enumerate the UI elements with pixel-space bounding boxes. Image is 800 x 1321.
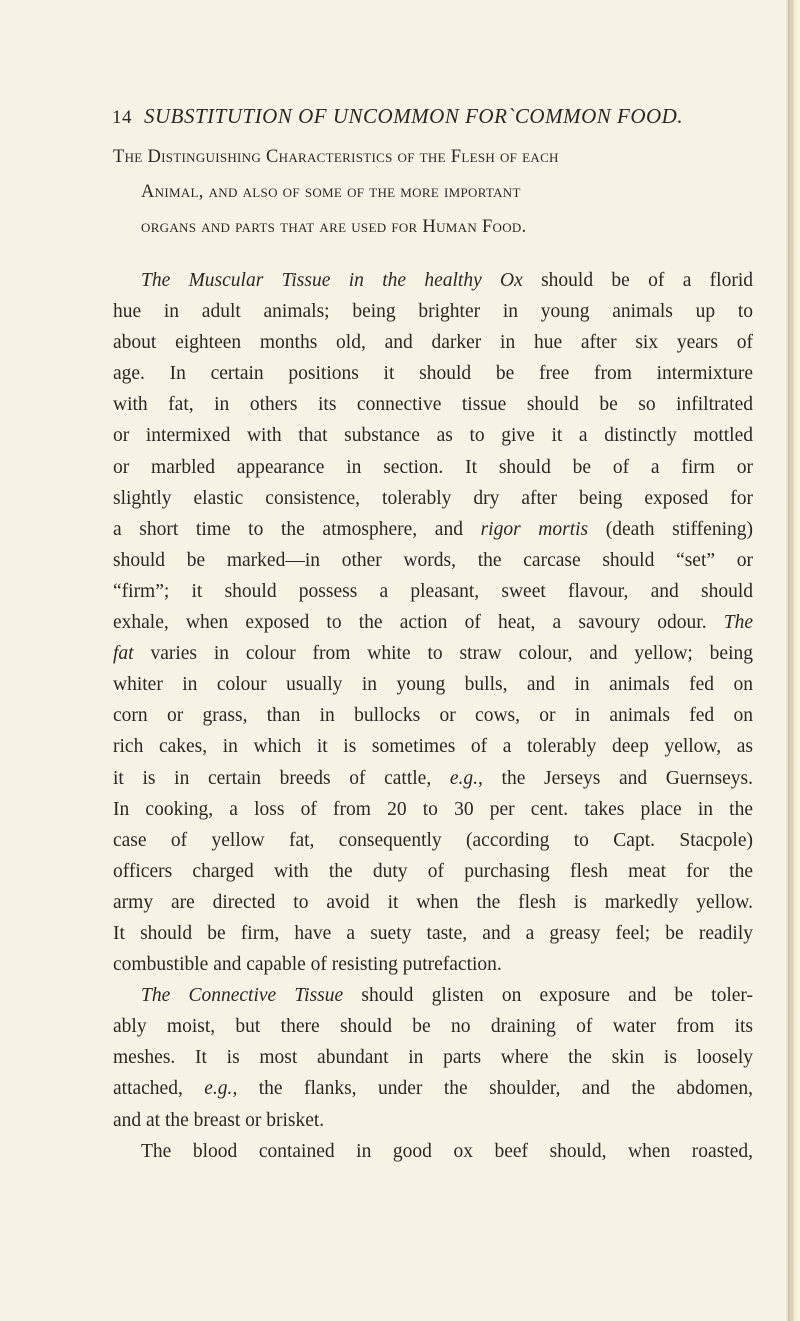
- p1-line: or intermixed with that substance as to give it a distinctly mottled: [113, 425, 753, 447]
- p1-text: varies in colour from white to straw colour, and yellow; being: [133, 643, 753, 665]
- p1-line: [113, 763, 753, 794]
- heading-line-3: organs and parts that are used for Human Food.: [141, 217, 527, 237]
- section-heading: [113, 140, 753, 245]
- p1-line: about eighteen months old, and darker in hue after six years of: [113, 332, 753, 354]
- heading-line-1: The Distinguishing Characteristics of the Flesh of each: [113, 147, 559, 167]
- p1-line: slightly elastic consistence, tolerably dry after being exposed for: [113, 487, 753, 509]
- body-text: [113, 265, 753, 1167]
- p2-line: [113, 1073, 753, 1104]
- page-number: 14: [112, 107, 132, 128]
- p2-text: , the flanks, under the shoulder, and the abdomen,: [232, 1078, 753, 1100]
- p2-line: and at the breast or brisket.: [113, 1109, 325, 1131]
- heading-line-2: Animal, and also of some of the more important: [141, 182, 521, 202]
- p1-line: with fat, in others its connective tissue should be so infiltrated: [113, 394, 753, 416]
- p3-line: The blood contained in good ox beef should, when roasted,: [141, 1140, 753, 1162]
- p1-line: In cooking, a loss of from 20 to 30 per cent. takes place in the: [113, 798, 753, 820]
- running-title: SUBSTITUTION OF UNCOMMON FOR`COMMON FOOD.: [144, 104, 684, 128]
- p2-line: [113, 980, 753, 1011]
- p1-italic-term: The: [723, 612, 753, 634]
- p2-text: attached,: [113, 1078, 205, 1100]
- p1-italic-term: rigor mortis: [480, 518, 589, 540]
- p1-text: exhale, when exposed to the action of heat, a savoury odour.: [113, 612, 724, 634]
- p1-line: army are directed to avoid it when the flesh is markedly yellow.: [113, 891, 753, 913]
- p2-subject: The Connective Tissue: [141, 985, 344, 1007]
- p1-line: combustible and capable of resisting putrefaction.: [113, 954, 502, 976]
- p1-line: case of yellow fat, consequently (according to Capt. Stacpole): [113, 829, 753, 851]
- p1-line: rich cakes, in which it is sometimes of a tolerably deep yellow, as: [113, 736, 753, 758]
- p1-text: , the Jerseys and Guernseys.: [478, 767, 753, 789]
- p1-line: officers charged with the duty of purchasing flesh meat for the: [113, 860, 753, 882]
- p1-text: (death stiffening): [588, 518, 753, 540]
- p1-subject: The Muscular Tissue in the healthy Ox: [141, 270, 523, 291]
- p2-text: should glisten on exposure and be toler-: [343, 985, 753, 1007]
- p1-line: corn or grass, than in bullocks or cows, or in animals fed on: [113, 705, 753, 727]
- p1-line: “firm”; it should possess a pleasant, sweet flavour, and should: [113, 580, 753, 602]
- p2-italic-term: e.g.: [204, 1078, 233, 1100]
- p1-line: It should be firm, have a suety taste, and a greasy feel; be readily: [113, 922, 753, 944]
- p2-line: meshes. It is most abundant in parts where the skin is loosely: [113, 1047, 753, 1069]
- p1-line: [113, 265, 753, 296]
- p1-line: age. In certain positions it should be free from intermixture: [113, 363, 753, 385]
- p1-line: [113, 638, 753, 669]
- p2-line: ably moist, but there should be no draining of water from its: [113, 1016, 753, 1038]
- p1-text: a short time to the atmosphere, and: [113, 518, 481, 540]
- p1-line: hue in adult animals; being brighter in young animals up to: [113, 301, 753, 323]
- p1-text: should be of a florid: [522, 270, 753, 291]
- p1-line: [113, 514, 753, 545]
- p1-italic-term: e.g.: [449, 767, 479, 789]
- p1-line: whiter in colour usually in young bulls, and in animals fed on: [113, 674, 753, 696]
- page-edge-shadow: [788, 0, 790, 1321]
- p1-line: or marbled appearance in section. It should be of a firm or: [113, 456, 753, 478]
- p1-text: it is in certain breeds of cattle,: [113, 767, 450, 789]
- p1-line: [113, 607, 753, 638]
- p1-italic-term: fat: [113, 643, 134, 665]
- running-header: [112, 104, 732, 136]
- p1-line: should be marked—in other words, the carcase should “set” or: [113, 549, 753, 571]
